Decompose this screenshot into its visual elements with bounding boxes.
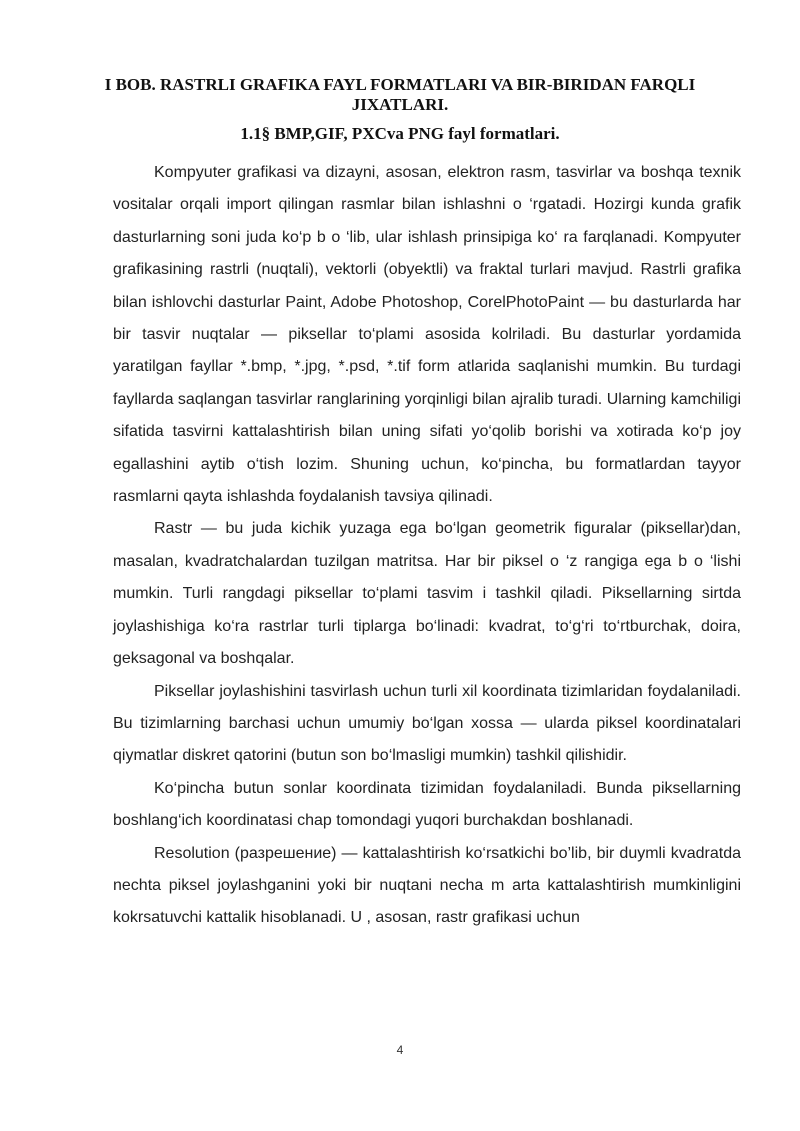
paragraph: Kompyuter grafikasi va dizayni, asosan, elektron rasm, tasvirlar va boshqa texnik vositalar orqali import qilingan rasmlar bilan ishlashni o ‘rgatadi. Hozirgi kunda grafik dasturlarning soni juda ko‘p b o ‘lib, ular ishlash prinsipiga ko‘ ra farqlanadi. Kompyuter grafikasining rastrli (nuqtali), vektorli (obyektli) va fraktal turlari mavjud. Rastrli grafika bilan ishlovchi dasturlar Paint, Adobe Photoshop, CorelPhotoPaint — bu dasturlarda har bir tasvir nuqtalar — piksellar to‘plami asosida kolriladi. Bu dasturlar yordamida yaratilgan fayllar *.bmp, *.jpg, *.psd, *.tif form atlarida saqlanishi mumkin. Bu turdagi fayllarda saqlangan tasvirlar ranglarining yorqinligi bilan ajralib turadi. Ularning kamchiligi sifatida tasvirni kattalashtirish bilan uning sifati yo‘qolib borishi va xotirada ko‘p joy egallashini aytib o‘tish lozim. Shuning uchun, ko‘pincha, bu formatlardan tayyor rasmlarni qayta ishlashda foydalanish tavsiya qilinadi.	[113, 164, 741, 506]
paragraph: Ko‘pincha butun sonlar koordinata tizimidan foydalaniladi. Bunda piksellarning boshlang‘ich koordinatasi chap tomondagi yuqori burchakdan boshlanadi.	[113, 779, 741, 830]
paragraph: Rastr — bu juda kichik yuzaga ega bo‘lgan geometrik figuralar (piksellar)dan, masalan, kvadratchalardan tuzilgan matritsa. Har bir piksel o ‘z rangiga ega b o ‘lishi mumkin. Turli rangdagi piksellar to‘plami tasvim i tashkil qiladi. Piksellarning sirtda joylashishiga ko‘ra rastrlar turli tiplarga bo‘linadi: kvadrat, to‘g‘ri to‘rtburchak, doira, geksagonal va boshqalar.	[113, 520, 741, 668]
body-text	[113, 157, 741, 935]
page-number: 4	[396, 1043, 404, 1057]
paragraph: Resolution (разрешение) — kattalashtirish ko‘rsatkichi bo’lib, bir duymli kvadratda nechta piksel joylashganini yoki bir nuqtani necha m arta kattalashtirish mumkinligini kokrsatuvchi kattalik hisoblanadi. U , asosan, rastr grafikasi uchun	[113, 844, 741, 927]
chapter-title: I BOB. RASTRLI GRAFIKA FAYL FORMATLARI VA BIR-BIRIDAN FARQLI JIXATLARI.	[104, 75, 696, 114]
section-title: 1.1§ BMP,GIF, PXCva PNG fayl formatlari.	[240, 124, 560, 143]
paragraph: Piksellar joylashishini tasvirlash uchun turli xil koordinata tizimlaridan foydalaniladi. Bu tizimlarning barchasi uchun umumiy bo‘lgan xossa — ularda piksel koordinatalari qiymatlar diskret qatorini (butun son bo‘lmasligi mumkin) tashkil qilishidir.	[113, 682, 741, 765]
